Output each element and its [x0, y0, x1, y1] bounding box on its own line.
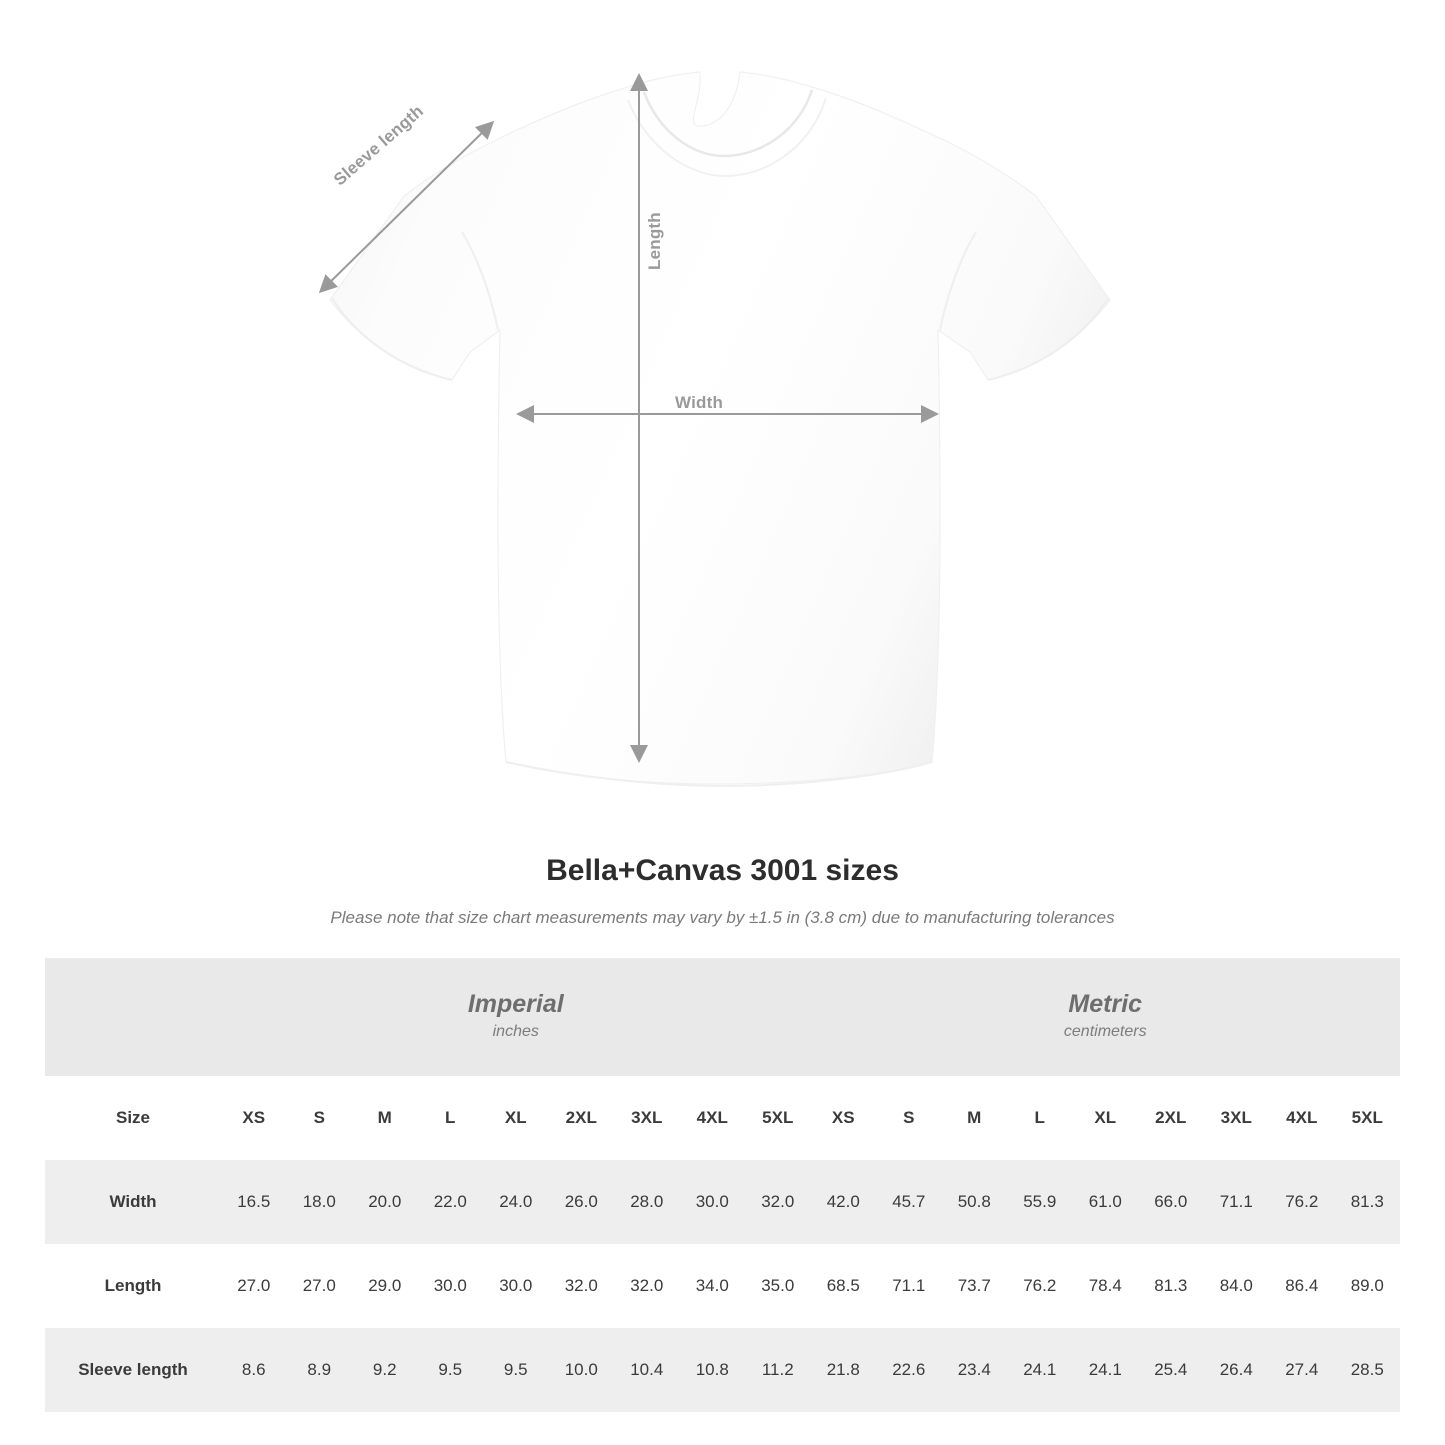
cell: 27.4 [1269, 1328, 1335, 1412]
cell: 21.8 [811, 1328, 877, 1412]
cell: 55.9 [1007, 1160, 1073, 1244]
cell: 30.0 [483, 1244, 549, 1328]
size-header-cell: 3XL [1204, 1076, 1270, 1160]
cell: 24.1 [1073, 1328, 1139, 1412]
cell: 66.0 [1138, 1160, 1204, 1244]
cell: 26.0 [549, 1160, 615, 1244]
cell: 45.7 [876, 1160, 942, 1244]
cell: 78.4 [1073, 1244, 1139, 1328]
cell: 76.2 [1269, 1160, 1335, 1244]
size-header-cell: 4XL [680, 1076, 746, 1160]
row-label-length: Length [45, 1244, 221, 1328]
shirt-body-shape [330, 67, 1110, 786]
cell: 35.0 [745, 1244, 811, 1328]
cell: 18.0 [287, 1160, 353, 1244]
size-header-cell: 2XL [1138, 1076, 1204, 1160]
cell: 22.0 [418, 1160, 484, 1244]
size-header-cell: L [418, 1076, 484, 1160]
unit-name-imperial: Imperial [467, 989, 564, 1018]
size-row-label: Size [45, 1076, 221, 1160]
cell: 71.1 [876, 1244, 942, 1328]
cell: 8.9 [287, 1328, 353, 1412]
unit-sub-imperial: inches [492, 1022, 539, 1040]
cell: 73.7 [942, 1244, 1008, 1328]
cell: 23.4 [942, 1328, 1008, 1412]
size-header-cell: 5XL [745, 1076, 811, 1160]
unit-header-spacer [45, 958, 221, 1076]
size-header-cell: XS [811, 1076, 877, 1160]
size-header-cell: XL [483, 1076, 549, 1160]
cell: 28.5 [1335, 1328, 1401, 1412]
size-header-cell: S [876, 1076, 942, 1160]
cell: 9.2 [352, 1328, 418, 1412]
cell: 9.5 [418, 1328, 484, 1412]
cell: 20.0 [352, 1160, 418, 1244]
cell: 76.2 [1007, 1244, 1073, 1328]
cell: 50.8 [942, 1160, 1008, 1244]
cell: 86.4 [1269, 1244, 1335, 1328]
cell: 32.0 [745, 1160, 811, 1244]
unit-header-imperial [221, 958, 811, 1076]
cell: 32.0 [614, 1244, 680, 1328]
size-header-cell: 3XL [614, 1076, 680, 1160]
size-header-cell: M [352, 1076, 418, 1160]
cell: 68.5 [811, 1244, 877, 1328]
row-label-sleeve-length: Sleeve length [45, 1328, 221, 1412]
cell: 24.1 [1007, 1328, 1073, 1412]
width-label: Width [675, 393, 724, 412]
unit-sub-metric: centimeters [1063, 1022, 1147, 1040]
table-row [45, 1160, 1400, 1244]
size-header-cell: XS [221, 1076, 287, 1160]
cell: 89.0 [1335, 1244, 1401, 1328]
unit-name-metric: Metric [1068, 989, 1143, 1018]
cell: 32.0 [549, 1244, 615, 1328]
cell: 81.3 [1138, 1244, 1204, 1328]
cell: 25.4 [1138, 1328, 1204, 1412]
row-label-width: Width [45, 1160, 221, 1244]
size-header-cell: 4XL [1269, 1076, 1335, 1160]
cell: 9.5 [483, 1328, 549, 1412]
cell: 11.2 [745, 1328, 811, 1412]
table-row [45, 1328, 1400, 1412]
size-header-cell: M [942, 1076, 1008, 1160]
cell: 16.5 [221, 1160, 287, 1244]
size-header-cell: 5XL [1335, 1076, 1401, 1160]
table-row [45, 1244, 1400, 1328]
unit-header-row [45, 958, 1400, 1076]
unit-header-metric [811, 958, 1401, 1076]
cell: 24.0 [483, 1160, 549, 1244]
chart-heading-block [0, 854, 1445, 928]
cell: 10.8 [680, 1328, 746, 1412]
cell: 30.0 [680, 1160, 746, 1244]
cell: 28.0 [614, 1160, 680, 1244]
tolerance-note: Please note that size chart measurements may vary by ±1.5 in (3.8 cm) due to manufacturing tolerances [330, 908, 1115, 927]
size-header-cell: XL [1073, 1076, 1139, 1160]
cell: 22.6 [876, 1328, 942, 1412]
cell: 34.0 [680, 1244, 746, 1328]
cell: 8.6 [221, 1328, 287, 1412]
cell: 27.0 [287, 1244, 353, 1328]
size-chart-table [45, 958, 1400, 1412]
cell: 29.0 [352, 1244, 418, 1328]
sleeve-length-label: Sleeve length [330, 101, 428, 190]
cell: 10.0 [549, 1328, 615, 1412]
cell: 30.0 [418, 1244, 484, 1328]
size-header-cell: L [1007, 1076, 1073, 1160]
length-label: Length [645, 212, 664, 270]
cell: 61.0 [1073, 1160, 1139, 1244]
cell: 42.0 [811, 1160, 877, 1244]
cell: 81.3 [1335, 1160, 1401, 1244]
size-header-row [45, 1076, 1400, 1160]
size-header-cell: S [287, 1076, 353, 1160]
page-title: Bella+Canvas 3001 sizes [546, 854, 899, 887]
cell: 84.0 [1204, 1244, 1270, 1328]
size-header-cell: 2XL [549, 1076, 615, 1160]
cell: 26.4 [1204, 1328, 1270, 1412]
cell: 10.4 [614, 1328, 680, 1412]
cell: 71.1 [1204, 1160, 1270, 1244]
cell: 27.0 [221, 1244, 287, 1328]
size-table-wrapper [45, 958, 1400, 1412]
